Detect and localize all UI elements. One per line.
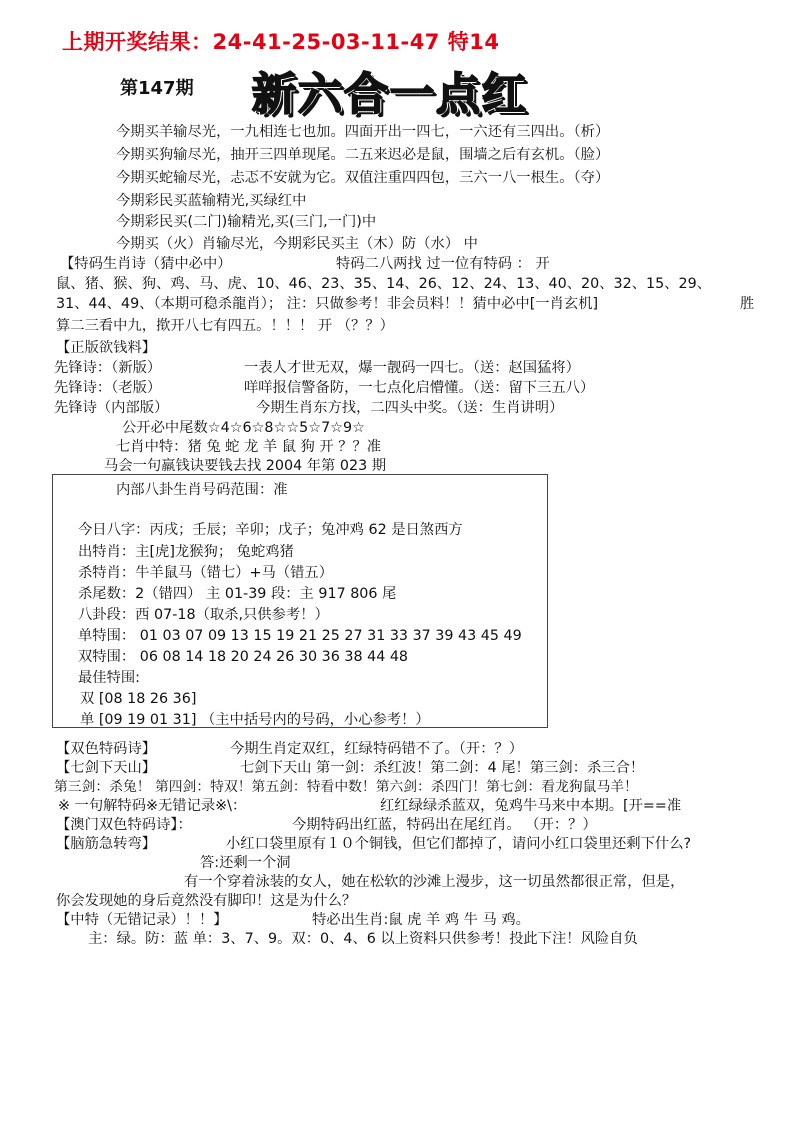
intro-line-4: 今期彩民买蓝输精光,买绿红中 xyxy=(116,193,307,209)
box-line-kill-tail: 杀尾数：2（错四） 主 01-39 段：主 917 806 尾 xyxy=(78,586,397,602)
aomen-text: 今期特码出红蓝，特码出在尾红肖。 （开：？） xyxy=(292,817,597,833)
qijian-text: 七剑下天山 第一剑：杀红波！第二剑：4 尾！第三剑：杀三合！ xyxy=(240,760,645,776)
naojin-question: 小红口袋里原有１０个铜钱，但它们都掉了，请问小红口袋里还剩下什么? xyxy=(226,836,692,852)
intro-line-6: 今期买（火）肖输尽光，今期彩民买主（木）防（水） 中 xyxy=(116,236,478,252)
intro-line-1: 今期买羊输尽光，一九相连七也加。四面开出一四七，一六还有三四出。（析） xyxy=(116,124,610,140)
poem-numbers-line: 鼠、猪、猴、狗、鸡、马、虎、10、46、23、35、14、26、12、24、13、40、20、32、15、29、 xyxy=(56,276,712,292)
last-result-heading: 上期开奖结果：24-41-25-03-11-47 特14 xyxy=(62,30,500,54)
zhongte-heading: 【中特（无错记录）！！】 xyxy=(56,912,228,928)
box-line-out-zodiac: 出特肖：主[虎]龙猴狗； 兔蛇鸡猪 xyxy=(78,544,294,560)
qijian-continued: 第三剑：杀兔！ 第四剑：特双！第五剑：特看中数！第六剑：杀四门！第七剑：看龙狗鼠马羊！ xyxy=(54,779,638,795)
naojin-answer: 答:还剩一个洞 xyxy=(200,855,291,871)
naojin-heading: 【脑筋急转弯】 xyxy=(56,836,157,852)
pioneer-text-old: 咩咩报信警备防，一七点化启懵懂。（送：留下三五八） xyxy=(244,380,595,396)
box-title: 内部八卦生肖号码范围：准 xyxy=(116,482,288,498)
seven-zodiac-line: 七肖中特：猪 兔 蛇 龙 羊 鼠 狗 开 ？？准 xyxy=(116,439,382,455)
box-line-odd: 单特围： 01 03 07 09 13 15 19 21 25 27 31 33 37 39 43 45 49 xyxy=(78,628,522,644)
story-line-2: 你会发现她的身后竟然没有脚印！这是为什么？ xyxy=(56,893,357,909)
poem-verse-line: 算二三看中九，揿开八七有四五。！！！ 开 （？？） xyxy=(56,318,394,334)
box-line-best-odd: 单 [09 19 01 31] （主中括号内的号码，小心参考！） xyxy=(80,712,430,728)
intro-line-2: 今期买狗输尽光，抽开三四单现尾。二五来迟必是鼠，围墙之后有玄机。（脸） xyxy=(116,147,610,163)
issue-number: 第147期 xyxy=(120,78,194,99)
pioneer-text-internal: 今期生肖东方找，二四头中奖。（送：生肖讲明） xyxy=(256,400,564,416)
final-advice-line: 主：绿。防：蓝 单：3、7、9。双：0、4、6 以上资料只供参考！投此下注！风险自负 xyxy=(88,931,638,947)
aomen-heading: 【澳门双色特码诗】： xyxy=(56,817,192,833)
tail-numbers-line: 公开必中尾数☆4☆6☆8☆☆5☆7☆9☆ xyxy=(122,420,365,436)
pioneer-text-new: 一表人才世无双，爆一靓码一四七。（送：赵国猛将） xyxy=(244,360,580,376)
zhongte-text: 特必出生肖:鼠 虎 羊 鸡 牛 马 鸡。 xyxy=(312,912,530,928)
pioneer-label-new: 先锋诗：（新版） xyxy=(54,360,162,376)
intro-line-3: 今期买蛇输尽光，忐忑不安就为它。双值注重四四包，三六一八一根生。（夺） xyxy=(116,170,610,186)
page-title: 新六合一点红 xyxy=(252,69,528,120)
poem-hint: 特码二八两找 过一位有特码 ： 开 xyxy=(336,256,550,272)
poem-note-tail: 胜 xyxy=(740,296,755,312)
qijian-heading: 【七剑下天山】 xyxy=(56,760,157,776)
pioneer-label-old: 先锋诗：（老版） xyxy=(54,380,162,396)
duose-heading: 【双色特码诗】 xyxy=(56,741,157,757)
poem-heading: 【特码生肖诗（猜中必中） xyxy=(60,256,232,272)
box-line-best: 最佳特围: xyxy=(78,670,141,686)
box-line-kill-zodiac: 杀特肖：牛羊鼠马（错七）+马（错五） xyxy=(78,565,334,581)
duose-text: 今期生肖定双红，红绿特码错不了。（开：？） xyxy=(230,741,524,757)
pioneer-label-internal: 先锋诗（内部版） xyxy=(54,400,169,416)
story-line-1: 有一个穿着泳装的女人，她在松软的沙滩上漫步，这一切虽然都很正常，但是， xyxy=(184,874,685,890)
yiju-heading: ※ 一句解特码※无错记录※\： xyxy=(58,798,247,814)
box-line-bagua: 八卦段：西 07-18（取杀,只供参考！） xyxy=(78,607,329,623)
horse-club-line: 马会一句羸钱诀要钱去找 2004 年第 023 期 xyxy=(104,458,387,474)
poem-note-line: 31、44、49、（本期可稳杀龍肖）； 注：只做参考！非会员料！！猜中必中[一肖玄机] xyxy=(56,296,599,312)
intro-line-5: 今期彩民买(二门)输精光,买(三门,一门)中 xyxy=(116,214,377,230)
yiju-text: 红红绿绿杀蓝双，兔鸡牛马来中本期。[开==准 xyxy=(380,798,682,814)
box-line-bazi: 今日八字：丙戌；壬辰；辛卯；戊子；兔冲鸡 62 是日煞西方 xyxy=(78,522,463,538)
box-line-best-even: 双 [08 18 26 36] xyxy=(80,691,197,707)
box-line-even: 双特围： 06 08 14 18 20 24 26 30 36 38 44 48 xyxy=(78,649,409,665)
winning-heading: 【正版欲钱料】 xyxy=(56,340,157,356)
